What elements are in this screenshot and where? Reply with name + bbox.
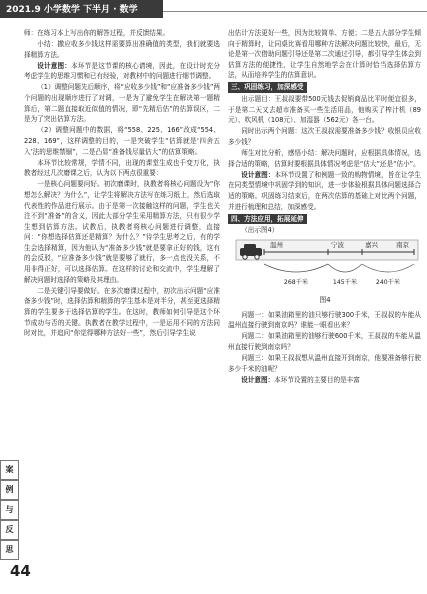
paragraph: 师：在练习本上写出你的解答过程，并反馈结果。	[24, 29, 170, 37]
stop-label: 温州	[270, 240, 283, 249]
route-figure	[228, 238, 423, 310]
side-tab-label: 例	[0, 480, 19, 500]
paragraph: 问题三：如果王叔叔想从温州直接开到南京，他要准备够行驶多少千米的油呢？	[228, 354, 421, 373]
side-tab-label: 思	[0, 540, 19, 560]
side-tab-label: 与	[0, 500, 19, 520]
segment-label: 268千米	[283, 278, 309, 286]
stop-label: 嘉兴	[365, 240, 378, 249]
segment-label: 240千米	[375, 278, 401, 286]
design-intent-paragraph: 设计意图：本环节设置的主要目的是丰富	[241, 375, 360, 384]
design-intent-paragraph: 设计意图：本环节设置了和例题一致的购物情境，旨在让学生在同类型情境中巩固学到的知识，进一步体验根据具体问题选择合适的策略。巩固练习结束后，在两次估算的基础上对比两个问题，并进行梳理和总结，加深感受。	[228, 170, 422, 211]
design-intent-paragraph: 设计意图：本环节是这节课的核心请境，因此，在设计时充分考虑学生的思维习惯和已有经验，对教材中的问题进行细节调整。	[24, 61, 221, 81]
paragraph: 出估计方法更好一些，因为比较简单、方便；二是五大部分学生倾向于精算时，让同桌比赛看用哪种方法解决问题比较快，最后，无论是第一次借助问题引导还是第二次通过引导，都引导学生体会到估算方法的便捷性，让学生自然地学会在计算时恰当选择估算方法，从而培养学生的估算意识。	[228, 29, 421, 80]
paragraph: 一是核心问题要问好。初次磨课时，执教者将核心问题设为“你想怎么解决？为什么”，让学生将解决方法写在练习纸上，然后选取代表性的作品进行展示。由于是第一次接触这样的问题，学生也关注不到“准备”的含义，因此大部分学生采用精算方法，只有很少学生想到估算方法。试教后，执教者将核心问题进行调整，直接问：“你想选择估算还是精算？为什么？”待学生思考之后，有的学生会选择精算，因为他认为“准备多少钱”就是要拿正好的钱，这有的会反驳，“应准备多少钱”就是要够了就行，多一点也没关系，不用非得正好，可以选择估算。在这样的讨论和交流中，学生理解了解决问题时选择的策略及其理由。	[24, 180, 220, 284]
header-label: 2021.9 小学数学 下半月 · 数学	[6, 5, 138, 15]
left-column	[24, 28, 220, 339]
section-heading: 四、方法应用，拓展延伸	[228, 214, 307, 225]
paragraph: 同时出示两个问题：这次王叔叔需要准备多少钱？收银员应收多少钱？	[228, 127, 421, 146]
paragraph: 二是关键引导要做好。在多次磨课过程中，初次出示问题“应准备多少钱”时，选择估算和精算的学生基本是对半分，甚至更选择精算的学生要多于选择估算的学生。在这时，教师如何引导是这个环节成功与否的关键。执教者在教学过程中，一是运用不同的方法同时对比，并追问“你觉得哪种方法好一些”，然后引导学生说	[24, 286, 220, 338]
section-heading: 三、巩固练习，加深感受	[228, 82, 307, 93]
paragraph: 问题一：如果油箱里的油只够行驶300千米，王叔叔的车能从温州直接行驶到南京吗？谁能一眼看出来？	[228, 310, 421, 330]
stop-label: 宁波	[331, 240, 344, 249]
paragraph: 出示题目：王叔叔要带500元钱去促销商品比平时便宜很多，于是第二天又去超市准备买一些生活用品，他购买了榨汁机（89元）、吹风机（108元）、加湿器（562元）各一台。	[228, 95, 421, 125]
paragraph: 本环节比较常规，学情不同，出现的课堂生成也千变万化，执教者经过几次磨课之后，认为以下两点很重要：	[24, 158, 220, 178]
paragraph: 问题二：如果油箱里的油够行驶600千米，王叔叔的车能从温州直接行驶到南京吗？	[228, 332, 421, 352]
paragraph: （2）调整问题中的数据，将“558、225、166”改成“554、228、169”，这样调整的目的，一是突破学生“估算就是‘四舍五入’法的思维禁锢”，二是凸显“准备钱尽量估大”的估算策略。	[24, 126, 220, 156]
right-column	[228, 28, 421, 386]
stop-label: 南京	[396, 240, 409, 249]
side-tab-label: 反	[0, 520, 19, 540]
page-number: 44	[10, 562, 31, 580]
paragraph: （1）调整问题先后顺序，将“应收多少钱”和“应准备多少钱”两个问题的出现顺序进行了对调，一是为了避免学生在解决第一题精算后，第二题直接取近似值的情况，即“先精后估”的估算误区，二是为了突出估算方法。	[24, 83, 220, 124]
figure-caption: 图4	[319, 295, 331, 304]
paragraph: 小结：撒应收多少钱这样需要算出准确值的类型，我们就要选择精算方法。	[24, 40, 220, 59]
paragraph: 师生对比分析，感悟小结：解决问题时，应根据具体情况，选择合适的策略，估算时要根据具体情况考虑是“估大”还是“估小”。	[228, 149, 421, 168]
side-tab-label: 案	[0, 460, 19, 480]
page-header	[0, 0, 427, 18]
figure-intro: （出示图4）	[241, 226, 279, 235]
segment-label: 145千米	[332, 278, 358, 286]
header-rule	[163, 11, 427, 12]
